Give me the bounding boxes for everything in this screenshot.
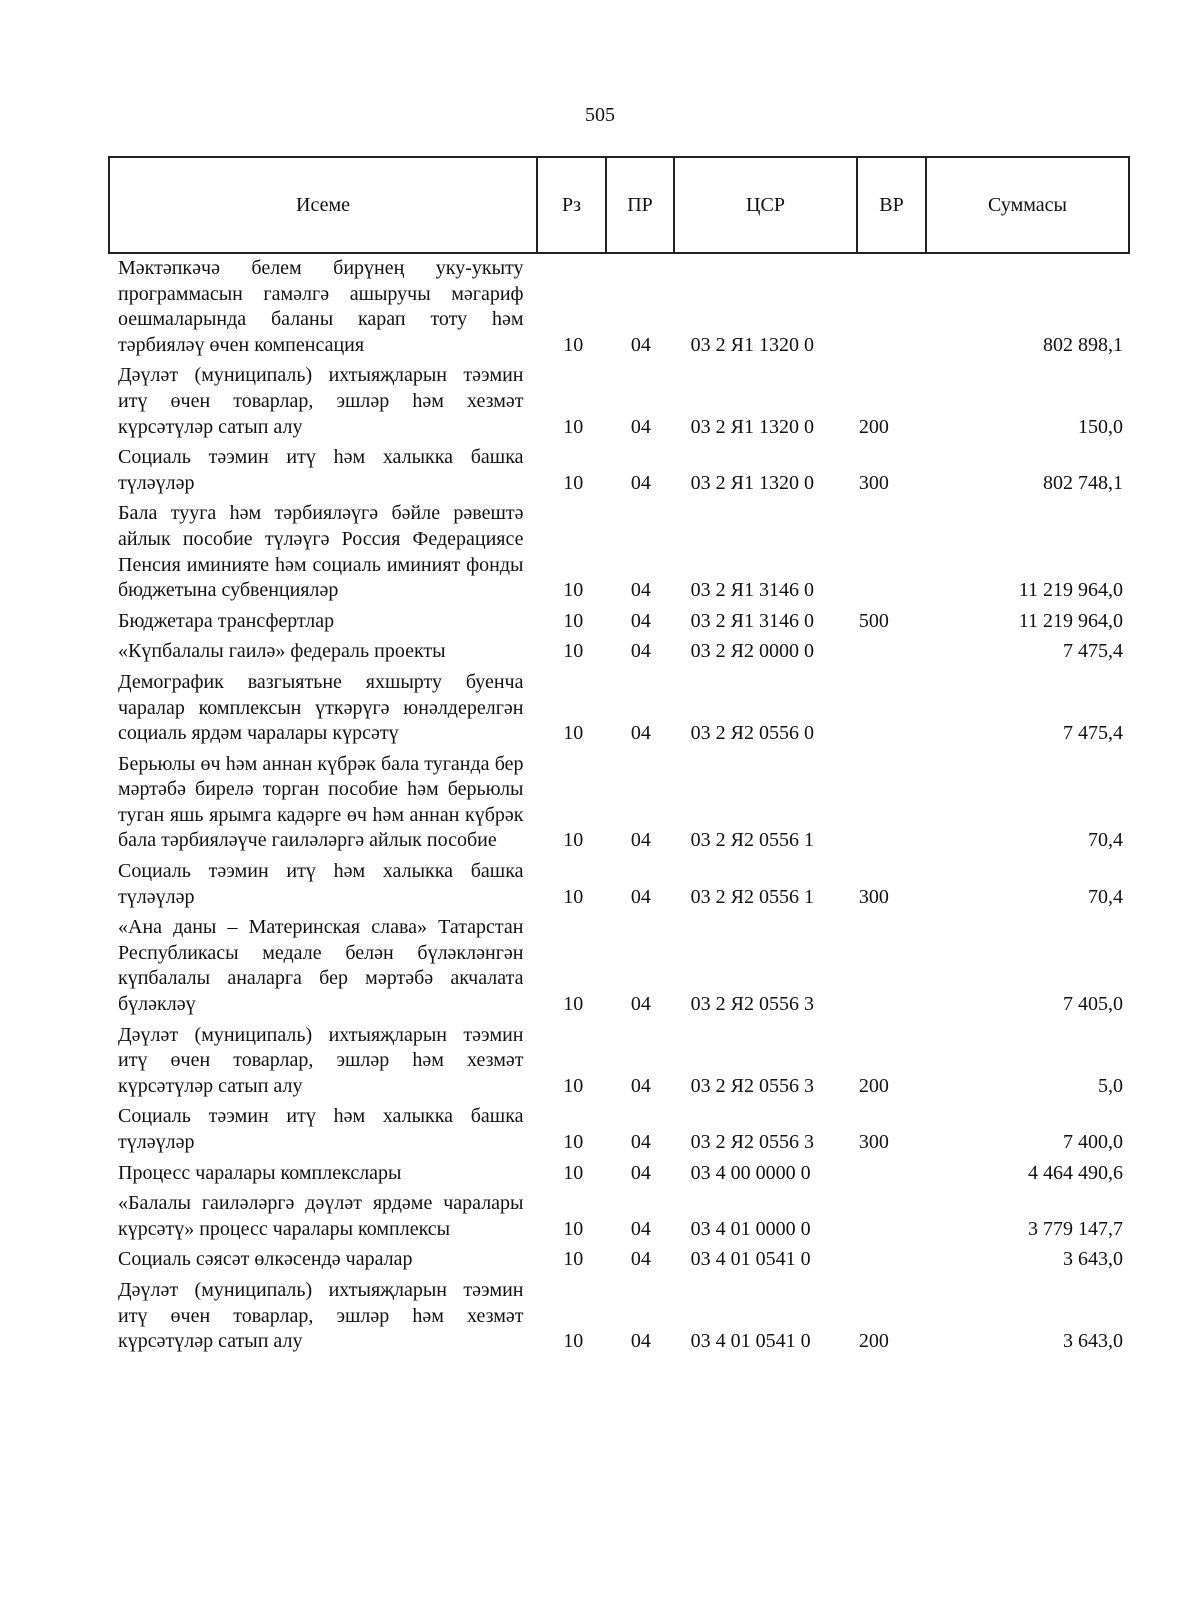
row-pr: 04 xyxy=(630,722,651,745)
row-vr: 500 xyxy=(858,609,889,632)
row-pr: 04 xyxy=(630,1131,651,1153)
header-name: Исеме xyxy=(110,158,538,252)
row-rz: 10 xyxy=(563,579,584,602)
row-csr: 03 2 Я2 0556 3 xyxy=(690,1074,814,1097)
row-name: Мәктәпкәчә белем бирүнең уку-укыту программасын гамәлгә ашыручы мәгариф оешмаларында баланы карап тоту һәм тәрбияләү өчен компенсация xyxy=(118,257,524,356)
row-pr: 04 xyxy=(630,579,651,602)
row-name: Социаль тәэмин итү һәм халыкка башка түләүләр xyxy=(118,1105,524,1153)
row-sum: 7 475,4 xyxy=(1063,640,1123,663)
row-vr: 300 xyxy=(858,471,889,494)
row-vr: 300 xyxy=(858,1131,889,1153)
table-row xyxy=(118,859,1123,910)
table-row xyxy=(118,256,1123,358)
row-sum: 802 898,1 xyxy=(1043,333,1123,356)
row-csr: 03 2 Я1 1320 0 xyxy=(690,471,814,494)
table-row xyxy=(118,639,1123,665)
row-name: Процесс чаралары комплекслары xyxy=(118,1161,402,1184)
row-name: «Ана даны – Материнская слава» Татарстан Республикасы медале белән бүләкләнгән күпбалалы аналарга бер мәртәбә акчалата бүләкләү xyxy=(118,916,524,1016)
header-pr: ПР xyxy=(607,158,675,252)
row-csr: 03 2 Я2 0556 1 xyxy=(690,885,814,908)
row-rz: 10 xyxy=(563,722,584,745)
row-pr: 04 xyxy=(630,1248,651,1271)
row-sum: 802 748,1 xyxy=(1043,471,1123,494)
row-name: «Балалы гаиләләргә дәүләт ярдәме чаралары күрсәтү» процесс чаралары комплексы xyxy=(118,1192,524,1240)
table-row xyxy=(118,363,1123,440)
row-sum: 4 464 490,6 xyxy=(1028,1161,1123,1184)
row-vr: 200 xyxy=(858,1074,889,1097)
row-pr: 04 xyxy=(630,993,651,1016)
row-csr: 03 2 Я1 3146 0 xyxy=(690,579,814,602)
header-csr: ЦСР xyxy=(675,158,858,252)
row-name: Социаль тәэмин итү һәм халыкка башка түләүләр xyxy=(118,446,524,494)
row-pr: 04 xyxy=(630,333,651,356)
row-sum: 7 405,0 xyxy=(1063,993,1123,1016)
table-row xyxy=(118,1191,1123,1242)
table-row xyxy=(118,1023,1123,1100)
row-pr: 04 xyxy=(630,415,651,438)
table-row xyxy=(118,1161,1123,1187)
row-csr: 03 2 Я2 0556 3 xyxy=(690,993,814,1016)
row-pr: 04 xyxy=(630,1074,651,1097)
row-sum: 3 779 147,7 xyxy=(1028,1217,1123,1240)
row-name: Бюджетара трансфертлар xyxy=(118,609,335,632)
row-vr: 200 xyxy=(858,1330,889,1353)
header-vr: ВР xyxy=(858,158,927,252)
row-name: Социаль тәэмин итү һәм халыкка башка түләүләр xyxy=(118,860,524,908)
row-sum: 3 643,0 xyxy=(1063,1330,1123,1353)
row-rz: 10 xyxy=(563,1161,584,1184)
table-row xyxy=(118,670,1123,747)
row-vr: 200 xyxy=(858,415,889,438)
row-pr: 04 xyxy=(630,1217,651,1240)
row-pr: 04 xyxy=(630,885,651,908)
row-pr: 04 xyxy=(630,829,651,852)
row-name: Берьюлы өч һәм аннан күбрәк бала туганда бер мәртәбә бирелә торган пособие һәм берьюлы туган яшь ярымга кадәрге өч һәм аннан күбрәк бала тәрбияләүче гаиләләргә айлык пособие xyxy=(118,752,524,852)
row-vr: 300 xyxy=(858,885,889,908)
row-csr: 03 2 Я2 0556 0 xyxy=(690,722,814,745)
row-name: Дәүләт (муниципаль) ихтыяҗларын тәэмин итү өчен товарлар, эшләр һәм хезмәт күрсәтүләр сатып алу xyxy=(118,1023,524,1097)
table-header xyxy=(108,156,1130,254)
row-csr: 03 2 Я2 0556 1 xyxy=(690,829,814,852)
row-sum: 11 219 964,0 xyxy=(1018,579,1123,602)
header-sum: Суммасы xyxy=(988,193,1067,216)
row-sum: 3 643,0 xyxy=(1063,1248,1123,1271)
row-name: Демографик вазгыятьне яхшырту буенча чаралар комплексын үткәрүгә юнәлдерелгән социаль ярдәм чаралары күрсәтү xyxy=(118,670,524,745)
row-rz: 10 xyxy=(563,829,584,852)
row-rz: 10 xyxy=(563,609,584,632)
row-csr: 03 2 Я1 3146 0 xyxy=(690,609,814,632)
row-csr: 03 2 Я1 1320 0 xyxy=(690,415,814,438)
row-rz: 10 xyxy=(563,993,584,1016)
table-row xyxy=(118,1104,1123,1155)
table-row xyxy=(118,1247,1123,1273)
table-body xyxy=(118,256,1123,1360)
row-csr: 03 4 01 0541 0 xyxy=(690,1330,811,1353)
row-csr: 03 2 Я2 0000 0 xyxy=(690,640,814,663)
row-rz: 10 xyxy=(563,333,584,356)
row-pr: 04 xyxy=(630,471,651,494)
row-sum: 11 219 964,0 xyxy=(1018,609,1123,632)
row-sum: 70,4 xyxy=(1088,829,1123,852)
row-pr: 04 xyxy=(630,1161,651,1184)
row-csr: 03 4 01 0541 0 xyxy=(690,1248,811,1271)
row-rz: 10 xyxy=(563,1248,584,1271)
row-rz: 10 xyxy=(563,1074,584,1097)
table-row xyxy=(118,752,1123,854)
row-name: Бала тууга һәм тәрбияләүгә бәйле рәвештә айлык пособие түләүгә Россия Федерациясе Пенсия иминияте һәм социаль иминият фонды бюджетына субвенцияләр xyxy=(118,502,524,602)
header-rz: Рз xyxy=(538,158,607,252)
page-number: 505 xyxy=(585,104,615,126)
row-csr: 03 2 Я1 1320 0 xyxy=(690,333,814,356)
row-name: Дәүләт (муниципаль) ихтыяҗларын тәэмин итү өчен товарлар, эшләр һәм хезмәт күрсәтүләр сатып алу xyxy=(118,364,524,438)
table-row xyxy=(118,1278,1123,1355)
row-name: Социаль сәясәт өлкәсендә чаралар xyxy=(118,1248,413,1271)
row-csr: 03 2 Я2 0556 3 xyxy=(690,1131,814,1153)
row-rz: 10 xyxy=(563,415,584,438)
row-sum: 70,4 xyxy=(1088,885,1123,908)
row-rz: 10 xyxy=(563,640,584,663)
row-sum: 7 475,4 xyxy=(1063,722,1123,745)
table-row xyxy=(118,445,1123,496)
row-rz: 10 xyxy=(563,471,584,494)
row-pr: 04 xyxy=(630,640,651,663)
table-row xyxy=(118,915,1123,1017)
table-row xyxy=(118,501,1123,603)
row-rz: 10 xyxy=(563,1217,584,1240)
row-sum: 5,0 xyxy=(1098,1074,1123,1097)
row-sum: 150,0 xyxy=(1078,415,1123,438)
row-csr: 03 4 01 0000 0 xyxy=(690,1217,811,1240)
row-rz: 10 xyxy=(563,885,584,908)
table-row xyxy=(118,609,1123,635)
row-pr: 04 xyxy=(630,609,651,632)
row-rz: 10 xyxy=(563,1330,584,1353)
row-pr: 04 xyxy=(630,1330,651,1353)
row-sum: 7 400,0 xyxy=(1063,1131,1123,1153)
row-name: Дәүләт (муниципаль) ихтыяҗларын тәэмин итү өчен товарлар, эшләр һәм хезмәт күрсәтүләр сатып алу xyxy=(118,1278,524,1353)
row-rz: 10 xyxy=(563,1131,584,1153)
row-name: «Күпбалалы гаилә» федераль проекты xyxy=(118,640,446,663)
row-csr: 03 4 00 0000 0 xyxy=(690,1161,811,1184)
